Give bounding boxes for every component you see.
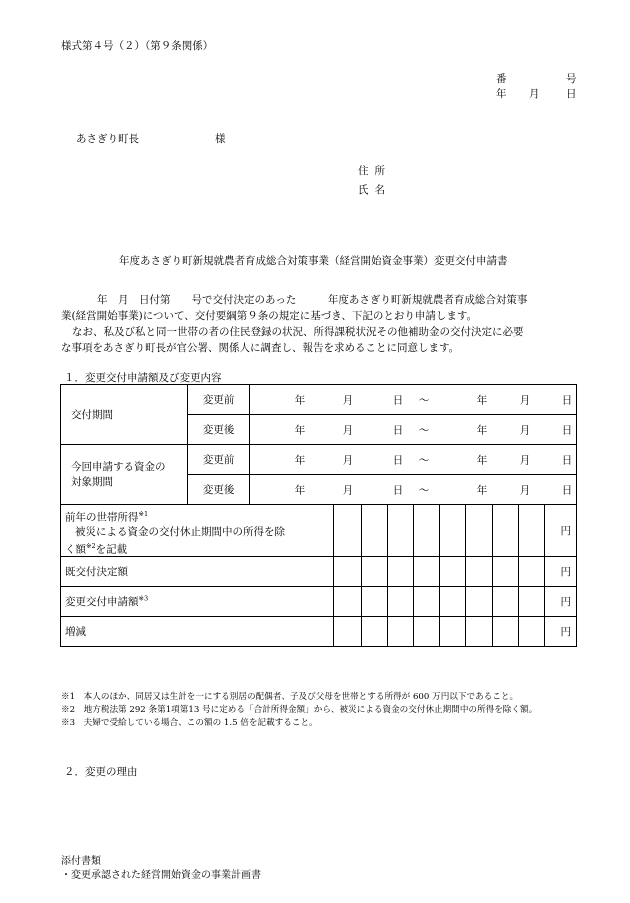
digit-cell[interactable]: [362, 617, 388, 647]
body-line-2: 業(経営開始事業)について、交付要綱第９条の規定に基づき、下記のとおり申請します。: [61, 310, 478, 322]
digit-cell[interactable]: [466, 617, 492, 647]
grant-period-after-dates[interactable]: 年 月 日 ～ 年 月 日: [249, 415, 576, 445]
date-month-label: 月: [529, 88, 540, 100]
grant-period-before-dates[interactable]: 年 月 日 ～ 年 月 日: [249, 385, 576, 415]
grant-period-label: 交付期間: [61, 385, 188, 445]
digit-cell[interactable]: [440, 557, 466, 587]
table-row: [61, 617, 577, 647]
application-table: [60, 384, 577, 647]
digit-cell[interactable]: [414, 557, 440, 587]
table-row: [61, 385, 577, 415]
before-change-label: 変更前: [188, 385, 249, 415]
digit-cell[interactable]: [362, 587, 388, 617]
date-day-label: 日: [566, 88, 577, 100]
note-3: ※3 夫婦で受給している場合、この額の 1.5 倍を記載すること。: [61, 718, 318, 728]
form-number: 様式第４号（２）（第９条関係）: [61, 40, 214, 52]
household-income-label: 前年の世帯所得$^{※1}$ 被災による資金の交付休止期間中の所得を除 く額$^{※2}$を記載: [61, 505, 334, 557]
digit-cell[interactable]: [466, 587, 492, 617]
target-period-after-dates[interactable]: 年 月 日 ～ 年 月 日: [249, 475, 576, 505]
digit-cell[interactable]: [334, 617, 362, 647]
increase-decrease-label: 増減: [61, 617, 334, 647]
yen-unit: 円: [544, 617, 576, 647]
address-label: 住所: [358, 165, 391, 177]
body-line-3: なお、私及び私と同一世帯の者の住民登録の状況、所得課税状況その他補助金の交付決定に必要: [72, 326, 524, 338]
go-label: 号: [566, 73, 577, 85]
digit-cell[interactable]: [362, 557, 388, 587]
section-1-heading: １．変更交付申請額及び変更内容: [64, 372, 222, 384]
digit-cell[interactable]: [492, 557, 518, 587]
digit-cell[interactable]: [518, 557, 544, 587]
digit-cell[interactable]: [388, 587, 414, 617]
yen-unit: 円: [544, 505, 576, 557]
digit-cell[interactable]: [334, 587, 362, 617]
digit-cell[interactable]: [440, 587, 466, 617]
after-change-label: 変更後: [188, 415, 249, 445]
digit-cell[interactable]: [492, 587, 518, 617]
digit-cell[interactable]: [466, 557, 492, 587]
after-change-label: 変更後: [188, 475, 249, 505]
digit-cell[interactable]: [388, 617, 414, 647]
before-change-label: 変更前: [188, 445, 249, 475]
note-2: ※2 地方税法第 292 条第1項第13 号に定める「合計所得金額」から、被災による資金の交付休止期間中の所得を除く額。: [61, 705, 538, 715]
digit-cell[interactable]: [334, 557, 362, 587]
digit-cell[interactable]: [518, 505, 544, 557]
section-2-heading: ２．変更の理由: [64, 766, 138, 778]
digit-cell[interactable]: [492, 617, 518, 647]
table-row: [61, 445, 577, 475]
table-row: [61, 557, 577, 587]
digit-cell[interactable]: [518, 587, 544, 617]
yen-unit: 円: [544, 587, 576, 617]
body-line-4: な事項をあさぎり町長が官公署、関係人に調査し、報告を求めることに同意します。: [61, 342, 460, 354]
note-1: ※1 本人のほか、同居又は生計を一にする別居の配偶者、子及び父母を世帯とする所得が 600 万円以下であること。: [61, 692, 519, 702]
target-period-label: 今回申請する資金の 対象期間: [61, 445, 188, 505]
already-granted-label: 既交付決定額: [61, 557, 334, 587]
body-line-1: 年 月 日付第 号で交付決定のあった 年度あさぎり町新規就農者育成総合対策事: [97, 294, 528, 306]
attachment-item: ・変更承認された経営開始資金の事業計画書: [61, 870, 261, 881]
table-row: [61, 587, 577, 617]
change-request-amount-label: 変更交付申請額$^{※3}$: [61, 587, 334, 617]
digit-cell[interactable]: [518, 617, 544, 647]
attachments-heading: 添付書類: [61, 856, 101, 867]
digit-cell[interactable]: [440, 505, 466, 557]
date-year-label: 年: [496, 88, 507, 100]
table-row: [61, 505, 577, 557]
yen-unit: 円: [544, 557, 576, 587]
name-label: 氏名: [358, 184, 391, 196]
document-title: 年度あさぎり町新規就農者育成総合対策事業（経営開始資金事業）変更交付申請書: [119, 255, 508, 267]
digit-cell[interactable]: [414, 505, 440, 557]
digit-cell[interactable]: [362, 505, 388, 557]
digit-cell[interactable]: [414, 587, 440, 617]
digit-cell[interactable]: [414, 617, 440, 647]
digit-cell[interactable]: [388, 505, 414, 557]
digit-cell[interactable]: [440, 617, 466, 647]
digit-cell[interactable]: [466, 505, 492, 557]
addressee-sama: 様: [215, 133, 226, 145]
digit-cell[interactable]: [492, 505, 518, 557]
digit-cell[interactable]: [334, 505, 362, 557]
number-label: 番: [496, 73, 507, 85]
addressee-town-head: あさぎり町長: [76, 133, 139, 145]
target-period-before-dates[interactable]: 年 月 日 ～ 年 月 日: [249, 445, 576, 475]
digit-cell[interactable]: [388, 557, 414, 587]
